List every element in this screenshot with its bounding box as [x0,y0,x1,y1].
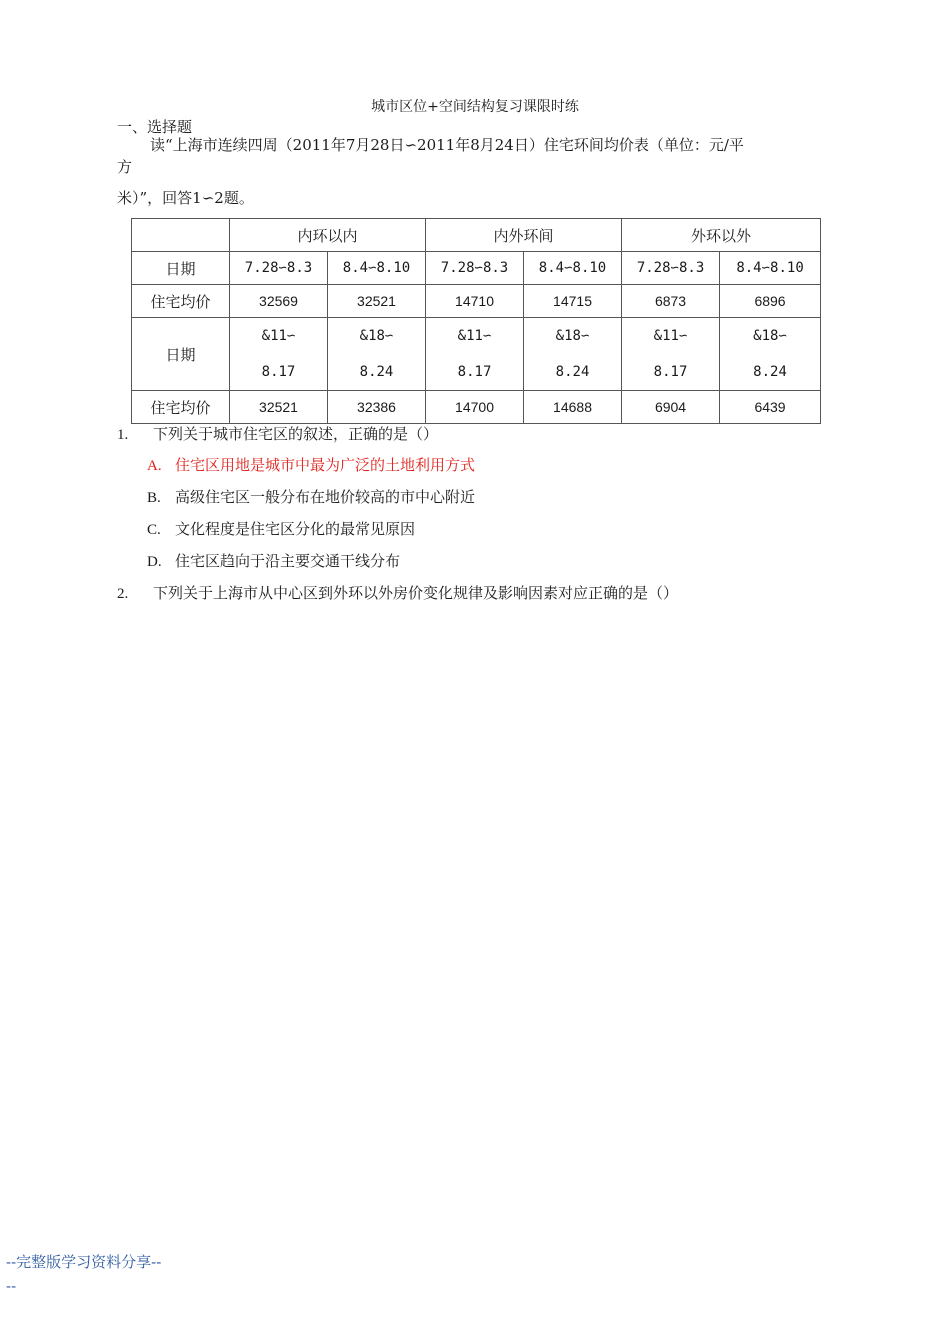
intro-text-line2: 米）”，回答1∽2题。 [117,189,254,207]
price-cell: 32386 [328,391,426,424]
option-c [147,518,415,539]
option-a [147,454,475,475]
price-cell: 14688 [524,391,622,424]
date-start: &11∽ [653,328,688,344]
date-start: &18∽ [753,328,787,344]
price-cell: 32521 [230,391,328,424]
table-header-row [132,219,821,252]
option-text: 文化程度是住宅区分化的最常见原因 [175,520,416,538]
date-end: 8.24 [753,364,787,380]
date-start: &18∽ [555,328,590,344]
price-cell: 32569 [230,285,328,318]
table-corner-cell [132,219,230,252]
option-label: B. [147,490,161,506]
date-end: 8.17 [261,364,296,380]
date-end: 8.24 [359,364,394,380]
price-cell: 32521 [328,285,426,318]
date-cell [426,318,524,391]
intro-text-line1-wrap: 方 [117,158,133,176]
option-label: C. [147,522,161,538]
question-2 [117,582,678,603]
date-cell: 7.28∽8.3 [230,252,328,285]
group-header-outer: 外环以外 [622,219,821,252]
section-heading: 一、选择题 [117,118,193,136]
table-row [132,318,821,391]
question-number: 2. [117,586,129,602]
price-cell: 14700 [426,391,524,424]
option-label: A. [147,458,162,474]
price-cell: 6896 [720,285,821,318]
option-d [147,550,400,571]
footer-note: --完整版学习资料分享---- [6,1253,162,1295]
date-cell: 8.4∽8.10 [524,252,622,285]
question-text: 下列关于上海市从中心区到外环以外房价变化规律及影响因素对应正确的是（） [153,584,679,602]
intro-text-line1: 读“上海市连续四周（2011年7月28日∽2011年8月24日）住宅环间均价表（单位：元/平 [150,136,744,154]
date-end: 8.17 [653,364,688,380]
table-row [132,391,821,424]
document-title: 城市区位+空间结构复习课限时练 [371,99,579,115]
date-cell [230,318,328,391]
row-label-price: 住宅均价 [132,391,230,424]
table-row [132,285,821,318]
question-1 [117,423,438,444]
table-row [132,252,821,285]
date-cell [720,318,821,391]
date-end: 8.17 [457,364,492,380]
date-end: 8.24 [555,364,590,380]
row-label-date: 日期 [132,252,230,285]
row-label-date: 日期 [132,318,230,391]
price-cell: 6873 [622,285,720,318]
group-header-middle: 内外环间 [426,219,622,252]
date-cell: 7.28∽8.3 [426,252,524,285]
row-label-price: 住宅均价 [132,285,230,318]
date-cell: 8.4∽8.10 [720,252,821,285]
date-start: &18∽ [359,328,394,344]
date-cell: 8.4∽8.10 [328,252,426,285]
date-start: &11∽ [261,328,296,344]
question-text: 下列关于城市住宅区的叙述，正确的是（） [153,425,439,443]
date-cell: 7.28∽8.3 [622,252,720,285]
group-header-inner: 内环以内 [230,219,426,252]
date-cell [328,318,426,391]
price-cell: 14710 [426,285,524,318]
option-text: 住宅区用地是城市中最为广泛的土地利用方式 [175,456,476,474]
option-text: 住宅区趋向于沿主要交通干线分布 [175,552,401,570]
price-cell: 14715 [524,285,622,318]
price-cell: 6439 [720,391,821,424]
date-start: &11∽ [457,328,492,344]
option-b [147,486,475,507]
option-text: 高级住宅区一般分布在地价较高的市中心附近 [175,488,476,506]
price-table [131,218,821,424]
question-number: 1. [117,427,129,443]
option-label: D. [147,554,162,570]
price-cell: 6904 [622,391,720,424]
date-cell [524,318,622,391]
date-cell [622,318,720,391]
